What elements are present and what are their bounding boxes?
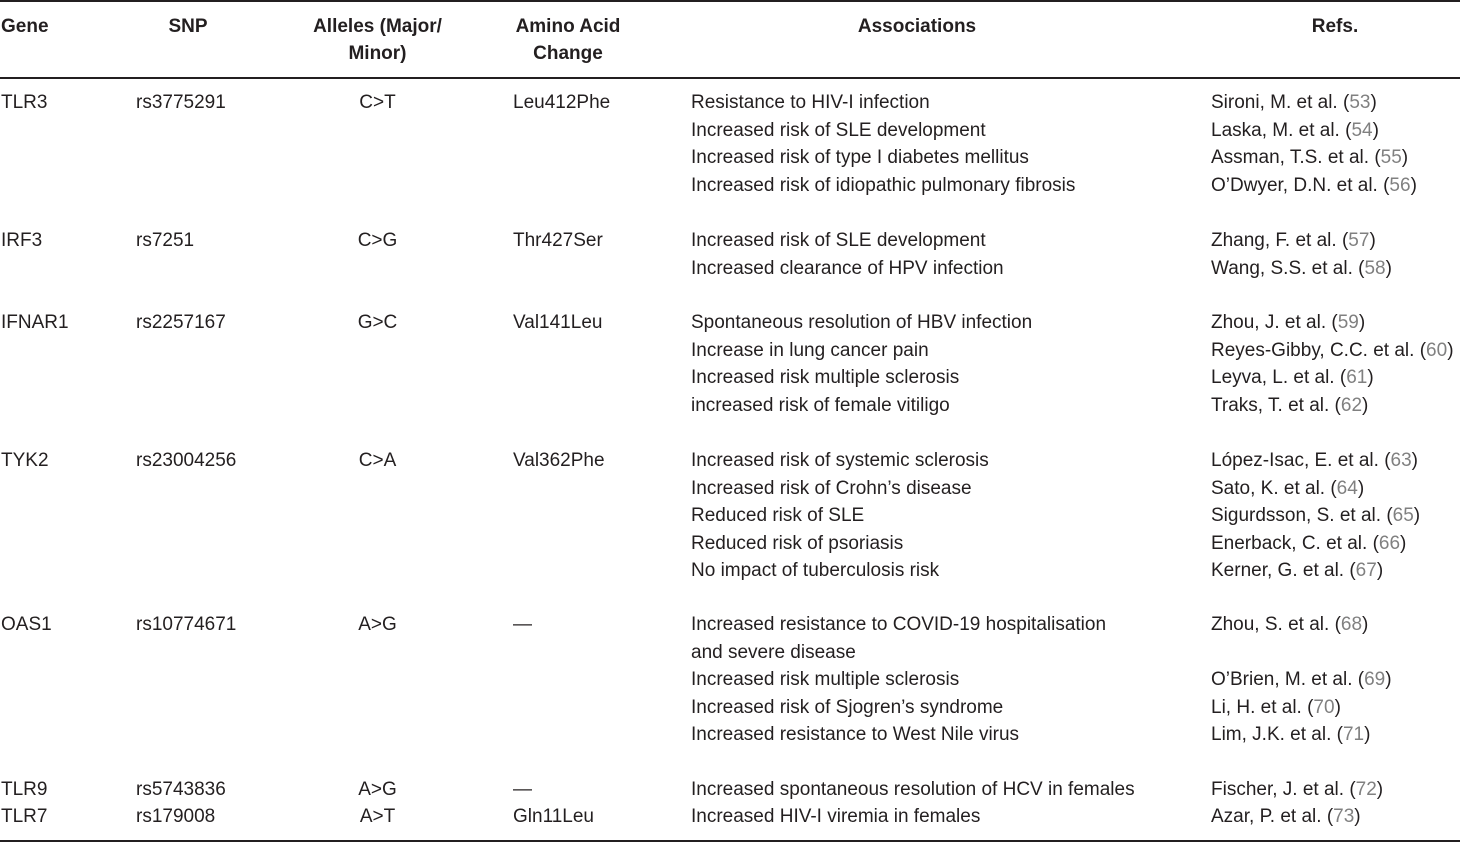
header-alleles-line2: Minor) [348,43,407,64]
amino-acid-cell: Leu412Phe [513,92,611,113]
reference-close: ) [1372,119,1379,141]
alleles-cell: C>A [358,450,397,471]
reference-number: 66 [1378,532,1401,554]
header-refs: Refs. [1311,16,1359,37]
reference-text: O’Dwyer, D.N. et al. ( [1211,174,1390,196]
reference-line [1211,392,1368,420]
header-gene: Gene [1,16,49,37]
reference-number: 62 [1340,394,1363,416]
reference-text: Kerner, G. et al. ( [1211,560,1356,581]
reference-close: ) [1376,560,1384,581]
reference-number: 68 [1340,614,1363,635]
reference-line [1211,776,1383,804]
reference-close: ) [1376,779,1384,800]
reference-close: ) [1411,450,1418,471]
reference-number: 54 [1351,119,1373,141]
reference-number: 55 [1380,147,1402,168]
reference-close: ) [1413,505,1421,526]
amino-acid-cell: Val362Phe [513,450,605,471]
top-rule [0,0,1460,2]
reference-text: Li, H. et al. ( [1211,696,1314,718]
reference-line [1211,309,1365,337]
reference-line [1211,803,1361,831]
reference-line [1211,337,1454,365]
association-line: Increased risk of SLE development [691,119,986,141]
reference-number: 53 [1349,92,1371,113]
reference-text: Sigurdsson, S. et al. ( [1211,505,1393,526]
reference-line [1211,694,1341,722]
reference-text: Traks, T. et al. ( [1211,394,1341,416]
snp-cell: rs7251 [136,230,195,251]
reference-text: Lim, J.K. et al. ( [1211,724,1343,745]
alleles-cell: C>T [359,92,396,113]
association-line: Increased spontaneous resolution of HCV in females [691,779,1135,800]
header-amino-acid-line1: Amino Acid [515,16,621,37]
snp-cell: rs179008 [136,806,216,827]
association-line: Increased risk of Crohn’s disease [691,477,972,499]
gene-cell: TLR9 [1,779,48,800]
reference-line [1211,144,1408,172]
snp-cell: rs23004256 [136,450,237,471]
reference-text: Wang, S.S. et al. ( [1211,257,1365,279]
reference-number: 57 [1348,230,1370,251]
reference-line [1211,557,1383,585]
reference-line [1211,666,1392,694]
bottom-rule [0,840,1460,842]
association-line: Spontaneous resolution of HBV infection [691,312,1033,333]
reference-number: 61 [1346,367,1368,388]
reference-text: Zhou, J. et al. ( [1211,312,1338,333]
reference-text: Sato, K. et al. ( [1211,477,1337,499]
reference-line [1211,172,1417,200]
alleles-cell: A>G [358,614,397,635]
gene-cell: OAS1 [1,614,52,635]
gene-cell: IFNAR1 [1,312,69,333]
reference-close: ) [1362,614,1369,635]
reference-text: O’Brien, M. et al. ( [1211,669,1365,690]
reference-close: ) [1447,339,1454,361]
reference-line [1211,447,1418,475]
reference-text: Enerback, C. et al. ( [1211,532,1379,554]
association-line: Increased risk of SLE development [691,230,986,251]
amino-acid-cell: Thr427Ser [513,230,603,251]
association-line: Resistance to HIV-I infection [691,92,930,113]
reference-line [1211,117,1379,145]
reference-number: 56 [1389,174,1411,196]
association-line: Reduced risk of SLE [691,505,865,526]
gene-cell: TYK2 [1,450,49,471]
reference-line [1211,530,1406,558]
association-line: increased risk of female vitiligo [691,394,950,416]
reference-number: 69 [1364,669,1386,690]
reference-close: ) [1364,724,1371,745]
reference-text: Leyva, L. et al. ( [1211,367,1347,388]
reference-line [1211,502,1420,530]
amino-acid-cell: — [513,614,532,635]
reference-close: ) [1385,669,1392,690]
header-associations: Associations [857,16,977,37]
reference-number: 67 [1355,560,1377,581]
reference-line [1211,255,1392,283]
reference-close: ) [1334,696,1341,718]
snp-cell: rs5743836 [136,779,226,800]
reference-close: ) [1385,257,1392,279]
reference-line [1211,611,1368,639]
reference-line [1211,364,1374,392]
reference-close: ) [1400,532,1407,554]
association-line: Increased risk of Sjogren’s syndrome [691,696,1004,718]
reference-close: ) [1370,92,1377,113]
header-alleles [290,13,465,67]
association-line: Increased clearance of HPV infection [691,257,1004,279]
reference-number: 70 [1313,696,1335,718]
reference-close: ) [1354,806,1361,827]
reference-close: ) [1369,230,1376,251]
association-line: Increased HIV-I viremia in females [691,806,981,827]
header-rule [0,77,1460,79]
association-line: Reduced risk of psoriasis [691,532,904,554]
snp-cell: rs10774671 [136,614,237,635]
alleles-cell: A>G [358,779,397,800]
alleles-cell: G>C [357,312,398,333]
reference-text: Zhang, F. et al. ( [1211,230,1349,251]
reference-text: Azar, P. et al. ( [1211,806,1334,827]
reference-number: 64 [1336,477,1358,499]
reference-close: ) [1410,174,1417,196]
reference-number: 60 [1426,339,1448,361]
reference-number: 65 [1392,505,1414,526]
header-amino-acid-line2: Change [533,43,603,64]
reference-number: 59 [1337,312,1359,333]
reference-text: López-Isac, E. et al. ( [1211,450,1391,471]
gene-cell: TLR7 [1,806,48,827]
association-line: Increased resistance to West Nile virus [691,724,1020,745]
reference-close: ) [1362,394,1369,416]
reference-number: 63 [1390,450,1412,471]
reference-line [1211,227,1376,255]
reference-text: Assman, T.S. et al. ( [1211,147,1381,168]
amino-acid-cell: — [513,779,532,800]
header-amino-acid [488,13,648,67]
snp-cell: rs3775291 [136,92,226,113]
amino-acid-cell: Val141Leu [513,312,603,333]
association-line: Increased resistance to COVID-19 hospitalisation [691,614,1107,635]
reference-number: 71 [1342,724,1365,745]
association-line: Increased risk of type I diabetes mellitus [691,147,1029,168]
header-snp: SNP [168,16,208,37]
association-line: Increased risk of idiopathic pulmonary fibrosis [691,174,1076,196]
alleles-cell: C>G [357,230,398,251]
reference-line [1211,721,1370,749]
association-line: Increased risk multiple sclerosis [691,367,960,388]
reference-text: Sironi, M. et al. ( [1211,92,1350,113]
gene-cell: IRF3 [1,230,43,251]
reference-text: Fischer, J. et al. ( [1211,779,1356,800]
reference-line [1211,89,1377,117]
reference-text: Zhou, S. et al. ( [1211,614,1341,635]
association-line: No impact of tuberculosis risk [691,560,940,581]
association-line: and severe disease [691,641,856,663]
alleles-cell: A>T [359,806,396,827]
reference-text: Laska, M. et al. ( [1211,119,1352,141]
association-line: Increase in lung cancer pain [691,339,929,361]
reference-close: ) [1357,477,1365,499]
gene-cell: TLR3 [1,92,48,113]
reference-close: ) [1367,367,1374,388]
reference-line [1211,475,1364,503]
reference-number: 58 [1364,257,1386,279]
reference-number: 73 [1333,806,1355,827]
header-alleles-line1: Alleles (Major/ [313,16,442,37]
amino-acid-cell: Gln11Leu [513,806,594,827]
association-line: Increased risk of systemic sclerosis [691,450,989,471]
reference-text: Reyes-Gibby, C.C. et al. ( [1211,339,1427,361]
reference-close: ) [1401,147,1409,168]
reference-number: 72 [1355,779,1377,800]
reference-close: ) [1358,312,1366,333]
association-line: Increased risk multiple sclerosis [691,669,960,690]
snp-cell: rs2257167 [136,312,226,333]
